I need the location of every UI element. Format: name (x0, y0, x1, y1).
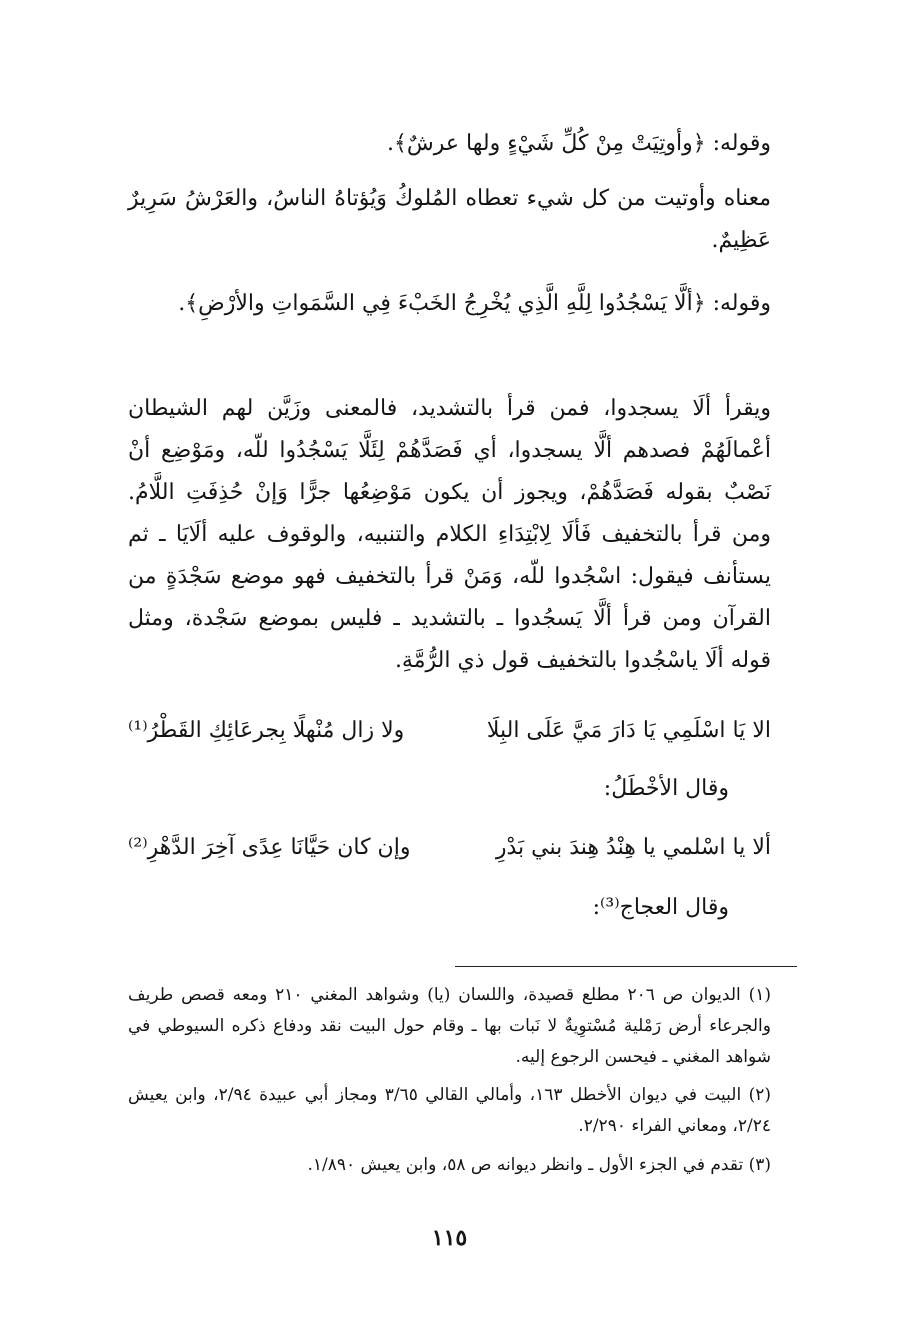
verse-first-hemistich: الا يَا اسْلَمِي يَا دَارَ مَيَّ عَلَى البِلَا (486, 718, 771, 743)
footnote-1: (١) الديوان ص ٢٠٦ مطلع قصيدة، واللسان (يا) وشواهد المغني ٢١٠ ومعه قصص طريف والجرعاء أرض رَمْلية مُسْتوِيةٌ لا نَبات بها ـ وقام حول البيت نقد ودفاع ذكره السيوطي في شواهد المغني ـ فيحسن الرجوع إليه. (128, 985, 771, 1067)
footnote-2: (٢) البيت في ديوان الأخطل ١٦٣، وأمالي القالي ٣/٦٥ ومجاز أبي عبيدة ٢/٩٤، وابن يعيش ٢/٢٤، ومعاني الفراء ٢/٢٩٠. (128, 1085, 772, 1136)
page-number: ١١٥ (431, 1225, 468, 1251)
verse-first-hemistich: ألا يا اسْلمي يا هِنْدُ هِندَ بني بَدْرِ (495, 835, 771, 860)
paragraph-meaning: معناه وأوتيت من كل شيء تعطاه المُلوكُ وَيُؤتاهُ الناسُ، والعَرْشُ سَرِيرٌ عَظِيمٌ. (128, 186, 771, 253)
verse-second-hemistich: ولا زال مُنْهلًا بِجرعَائِكِ القَطْرُ⁽¹⁾ (128, 718, 405, 743)
footnote-separator (455, 966, 797, 967)
poem-verse-dhu-rumma (128, 710, 771, 752)
verse-second-hemistich: وإن كان حَيَّانَا عِدًى آخِرَ الدَّهْرِ⁽²⁾ (128, 835, 411, 860)
quran-citation-2: وقوله: ﴿ألَّا يَسْجُدُوا لِلَّهِ الَّذِي يُخْرِجُ الخَبْءَ فِي السَّمَواتِ والأرْضِ﴾. (178, 291, 771, 316)
poet-intro-ajjaj: وقال العجاج⁽³⁾: (592, 895, 729, 920)
paragraph-reading-explanation: ويقرأ ألَا يسجدوا، فمن قرأ بالتشديد، فالمعنى وزَيَّن لهم الشيطان أعْمالَهُمْ فصدهم ألَّا يسجدوا، أي فَصَدَّهُمْ لِئَلَّا يَسْجُدُوا للّه، ومَوْضِع أنْ نَصْبٌ بقوله فَصَدَّهُمْ، ويجوز أن يكون مَوْضِعُها جرًّا وَإنْ حُذِفَتِ اللَّامُ. ومن قرأ بالتخفيف فَألَا لِابْتِدَاءِ الكلام والتنبيه، والوقوف عليه ألَايَا ـ ثم يستأنف فيقول: اسْجُدوا للّه، وَمَنْ قرأ بالتخفيف فهو موضع سَجْدَةٍ من القرآن ومن قرأ ألَّا يَسجُدوا ـ بالتشديد ـ فليس بموضع سَجْدة، ومثل قوله ألَا ياسْجُدوا بالتخفيف قول ذي الرُّمَّةِ. (128, 396, 771, 673)
poem-verse-akhtal (128, 827, 771, 869)
poet-intro-akhtal: وقال الأخْطَلُ: (603, 776, 729, 801)
footnote-3: (٣) تقدم في الجزء الأول ـ وانظر ديوانه ص ٥٨، وابن يعيش ١/٨٩٠. (307, 1155, 771, 1175)
quran-citation-1: وقوله: ﴿وأوتِيَتْ مِنْ كُلِّ شَيْءٍ ولها عرشٌ﴾. (387, 131, 771, 156)
